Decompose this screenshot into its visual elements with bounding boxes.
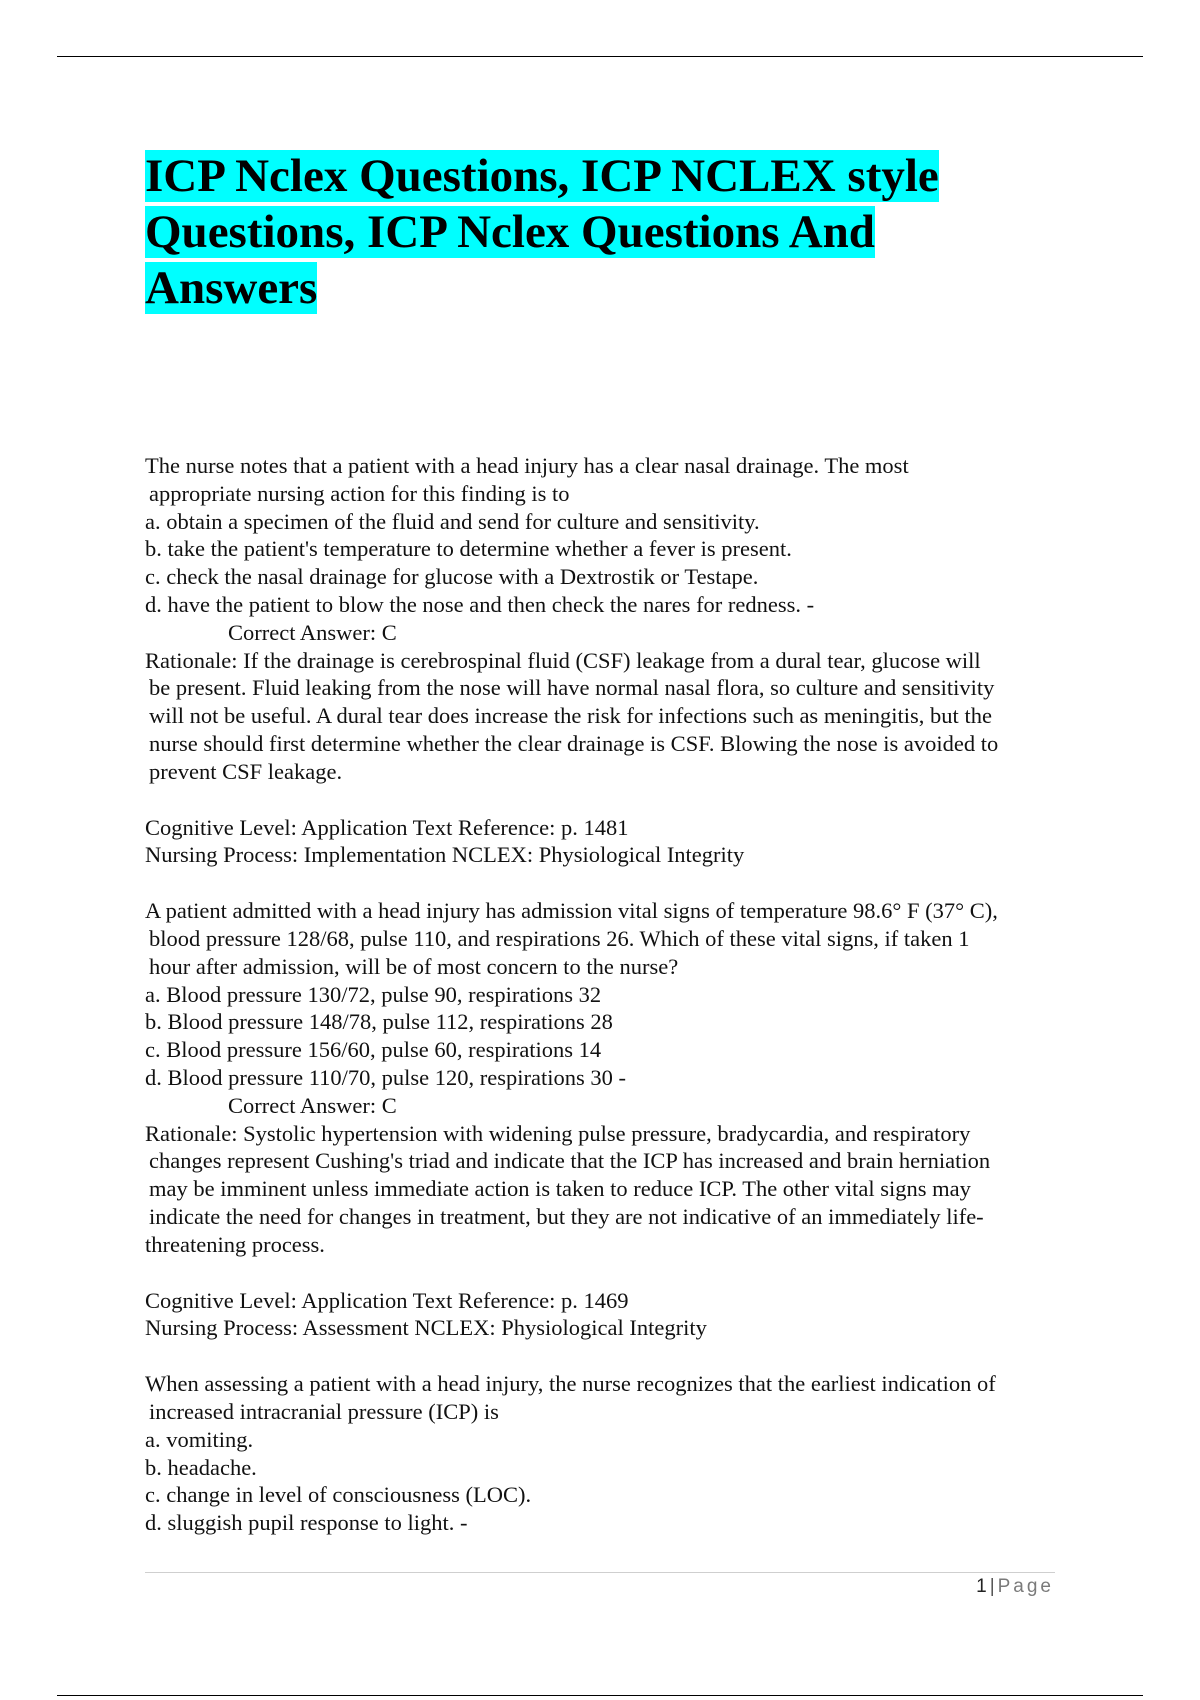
rationale-line: threatening process. [145, 1231, 325, 1257]
answer-option-b: b. Blood pressure 148/78, pulse 112, respirations 28 [145, 1009, 613, 1035]
rationale-line: Rationale: If the drainage is cerebrospinal fluid (CSF) leakage from a dural tear, glucose will [145, 647, 981, 673]
answer-option-d: d. Blood pressure 110/70, pulse 120, respirations 30 - [145, 1064, 626, 1090]
rationale-line: Rationale: Systolic hypertension with widening pulse pressure, bradycardia, and respiratory [145, 1120, 971, 1146]
correct-answer: Correct Answer: C [228, 619, 397, 645]
bottom-rule [57, 1695, 1143, 1696]
cognitive-level: Cognitive Level: Application Text Reference: p. 1469 [145, 1287, 629, 1313]
page-number: 1 [976, 1576, 987, 1597]
question-stem-line: appropriate nursing action for this finding is to [149, 480, 570, 506]
page-label: Page [997, 1576, 1054, 1597]
answer-option-b: b. take the patient's temperature to determine whether a fever is present. [145, 536, 792, 562]
answer-option-a: a. vomiting. [145, 1426, 254, 1452]
page-footer [976, 1576, 1054, 1598]
answer-option-a: a. Blood pressure 130/72, pulse 90, respirations 32 [145, 981, 602, 1007]
question-1-meta [145, 814, 1065, 870]
rationale-line: nurse should first determine whether the clear drainage is CSF. Blowing the nose is avoided to [149, 730, 999, 756]
rationale-line: will not be useful. A dural tear does increase the risk for infections such as meningitis, but the [149, 703, 992, 729]
answer-option-a: a. obtain a specimen of the fluid and send for culture and sensitivity. [145, 508, 760, 534]
question-stem-line: hour after admission, will be of most concern to the nurse? [149, 953, 679, 979]
answer-option-c: c. change in level of consciousness (LOC). [145, 1482, 532, 1508]
answer-option-c: c. Blood pressure 156/60, pulse 60, respirations 14 [145, 1037, 602, 1063]
question-stem-line: A patient admitted with a head injury has admission vital signs of temperature 98.6° F (37° C), [145, 898, 998, 924]
answer-option-c: c. check the nasal drainage for glucose with a Dextrostik or Testape. [145, 564, 759, 590]
question-1 [145, 452, 1065, 786]
title-line-1: ICP Nclex Questions, ICP NCLEX style [145, 150, 939, 202]
rationale-line: be present. Fluid leaking from the nose will have normal nasal flora, so culture and sensitivity [149, 675, 995, 701]
title-line-2: Questions, ICP Nclex Questions And [145, 206, 875, 258]
footer-rule [145, 1572, 1055, 1573]
nursing-process: Nursing Process: Assessment NCLEX: Physiological Integrity [145, 1315, 707, 1341]
question-stem-line: increased intracranial pressure (ICP) is [149, 1398, 499, 1424]
question-stem-line: blood pressure 128/68, pulse 110, and respirations 26. Which of these vital signs, if taken 1 [149, 925, 970, 951]
answer-option-b: b. headache. [145, 1454, 257, 1480]
title-line-3: Answers [145, 262, 318, 314]
question-stem-line: The nurse notes that a patient with a head injury has a clear nasal drainage. The most [145, 453, 909, 478]
answer-option-d: d. have the patient to blow the nose and then check the nares for redness. - [145, 591, 815, 617]
answer-option-d: d. sluggish pupil response to light. - [145, 1510, 468, 1536]
question-stem-line: When assessing a patient with a head injury, the nurse recognizes that the earliest indication of [145, 1371, 996, 1397]
rationale-line: may be imminent unless immediate action is taken to reduce ICP. The other vital signs may [149, 1176, 971, 1202]
question-3 [145, 1370, 1065, 1537]
document-body [145, 452, 1065, 1565]
correct-answer: Correct Answer: C [228, 1092, 397, 1118]
page-title [145, 148, 995, 316]
question-2-meta [145, 1287, 1065, 1343]
question-2 [145, 897, 1065, 1258]
rationale-line: indicate the need for changes in treatment, but they are not indicative of an immediately life- [149, 1203, 984, 1229]
nursing-process: Nursing Process: Implementation NCLEX: Physiological Integrity [145, 842, 745, 868]
rationale-line: prevent CSF leakage. [149, 758, 343, 784]
rationale-line: changes represent Cushing's triad and indicate that the ICP has increased and brain herniation [149, 1148, 991, 1174]
top-rule [57, 56, 1143, 57]
cognitive-level: Cognitive Level: Application Text Reference: p. 1481 [145, 814, 629, 840]
footer-separator: | [989, 1576, 995, 1597]
